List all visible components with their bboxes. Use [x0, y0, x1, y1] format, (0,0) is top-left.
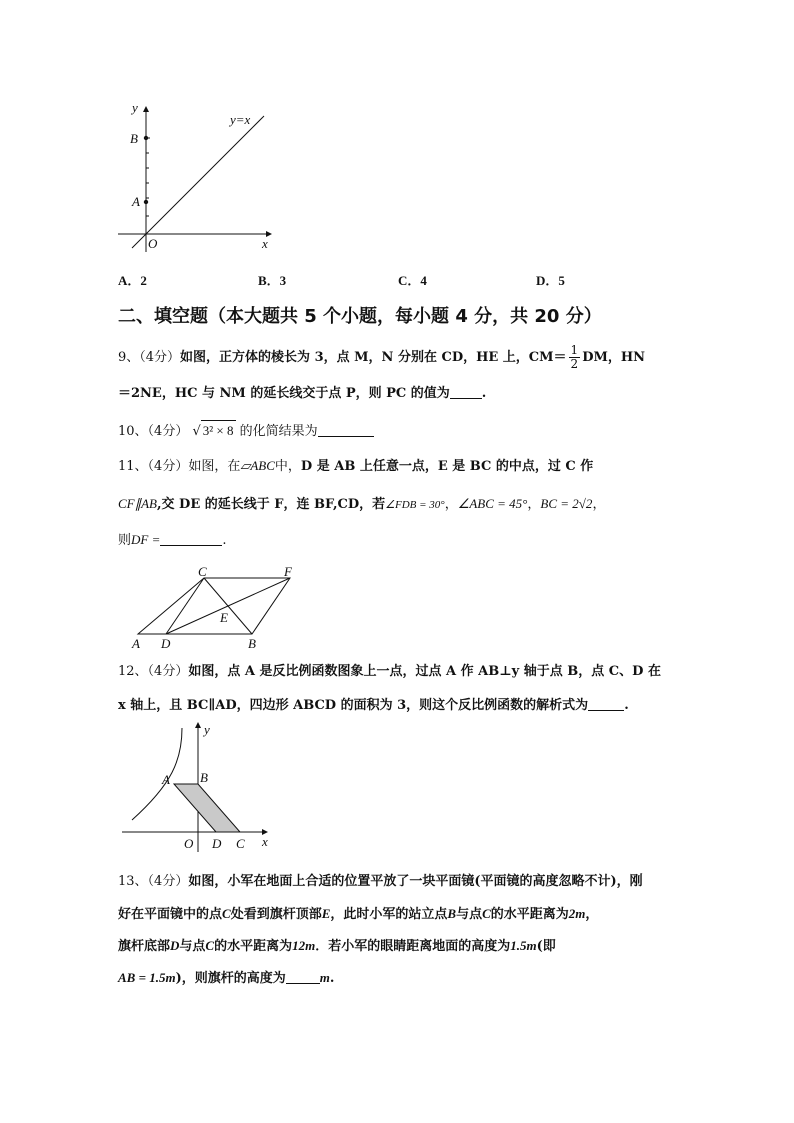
q11-line3: 则DF = .	[118, 532, 227, 548]
hyperbola	[132, 728, 182, 820]
svg-text:D: D	[212, 836, 222, 851]
svg-text:C: C	[198, 566, 207, 579]
section-heading: 二、填空题（本大题共 5 个小题，每小题 4 分，共 20 分）	[118, 306, 602, 327]
q13-line4: AB = 1.5m)，则旗杆的高度为 m.	[118, 970, 335, 986]
y-axis-label: y	[132, 100, 138, 115]
svg-text:y: y	[204, 722, 210, 737]
q10-line: 10、（4分） √ 3² × 8 的化简结果为	[118, 420, 374, 442]
q12-line2: x 轴上，且 BC∥AD，四边形 ABCD 的面积为 3，则这个反比例函数的解析式为 .	[118, 698, 629, 713]
x-axis-label: x	[262, 236, 268, 251]
q13-line3: 旗杆底部D与点C的水平距离为12m．若小军的眼睛距离地面的高度为1.5m(即	[118, 938, 556, 954]
svg-text:C: C	[236, 836, 245, 851]
svg-text:E: E	[220, 610, 228, 625]
option-c[interactable]: C．4	[398, 273, 427, 288]
q13-line1: 13、（4分）如图，小军在地面上合适的位置平放了一块平面镜(平面镜的高度忽略不计)，刚	[118, 874, 643, 889]
q12-line1: 12、（4分）如图，点 A 是反比例函数图象上一点，过点 A 作 AB⊥y 轴于点 B，点 C、D 在	[118, 664, 661, 679]
q9-line2: ＝2NE，HC 与 NM 的延长线交于点 P，则 PC 的值为 .	[118, 386, 487, 401]
graph-y-equals-x	[116, 98, 276, 256]
radicand: 3² × 8	[201, 420, 236, 441]
svg-text:O: O	[184, 836, 194, 851]
figure-q12	[112, 720, 282, 855]
parallelogram	[138, 578, 290, 634]
svg-text:F: F	[284, 566, 292, 579]
q11-answer-blank[interactable]	[160, 531, 222, 546]
q13-line2: 好在平面镜中的点C处看到旗杆顶部E，此时小军的站立点B与点C的水平距离为2m，	[118, 906, 599, 922]
svg-text:B: B	[248, 636, 256, 651]
q10-answer-blank[interactable]	[318, 422, 374, 437]
q13-answer-blank[interactable]	[286, 969, 320, 984]
svg-text:D: D	[161, 636, 171, 651]
svg-text:A: A	[162, 772, 170, 787]
q11-line1: 11、（4分）如图，在▱ABC中，D 是 AB 上任意一点，E 是 BC 的中点，过 C 作	[118, 458, 594, 474]
q9-line1: 9、（4分）如图，正方体的棱长为 3，点 M，N 分别在 CD，HE 上，CM＝ $\frac{1}{2}$ DM，HN	[118, 343, 646, 371]
point-a-label: A	[132, 194, 140, 209]
q9-answer-blank[interactable]	[450, 384, 482, 399]
point-a	[144, 200, 148, 204]
shaded-quadrilateral	[174, 784, 240, 832]
fraction-one-half: $\frac{1}{2}$	[570, 343, 579, 371]
point-b	[144, 136, 148, 140]
point-b-label: B	[130, 131, 138, 146]
svg-text:A: A	[132, 636, 140, 651]
line-label: y=x	[230, 112, 251, 127]
option-d[interactable]: D．5	[536, 273, 565, 288]
line-y-equals-x	[132, 116, 264, 248]
sqrt-symbol: √	[192, 424, 201, 439]
option-b[interactable]: B．3	[258, 273, 287, 288]
q12-answer-blank[interactable]	[588, 696, 624, 711]
origin-label: O	[148, 236, 158, 251]
svg-text:B: B	[200, 770, 208, 785]
q11-line2: CF∥AB,交 DE 的延长线于 F，连 BF,CD，若∠FDB = 30°，∠ABC = 45°，BC = 2√2，	[118, 496, 606, 512]
option-a[interactable]: A．2	[118, 273, 147, 288]
y-axis-arrow	[143, 106, 149, 112]
figure-q11	[128, 566, 298, 652]
svg-text:x: x	[262, 834, 268, 849]
